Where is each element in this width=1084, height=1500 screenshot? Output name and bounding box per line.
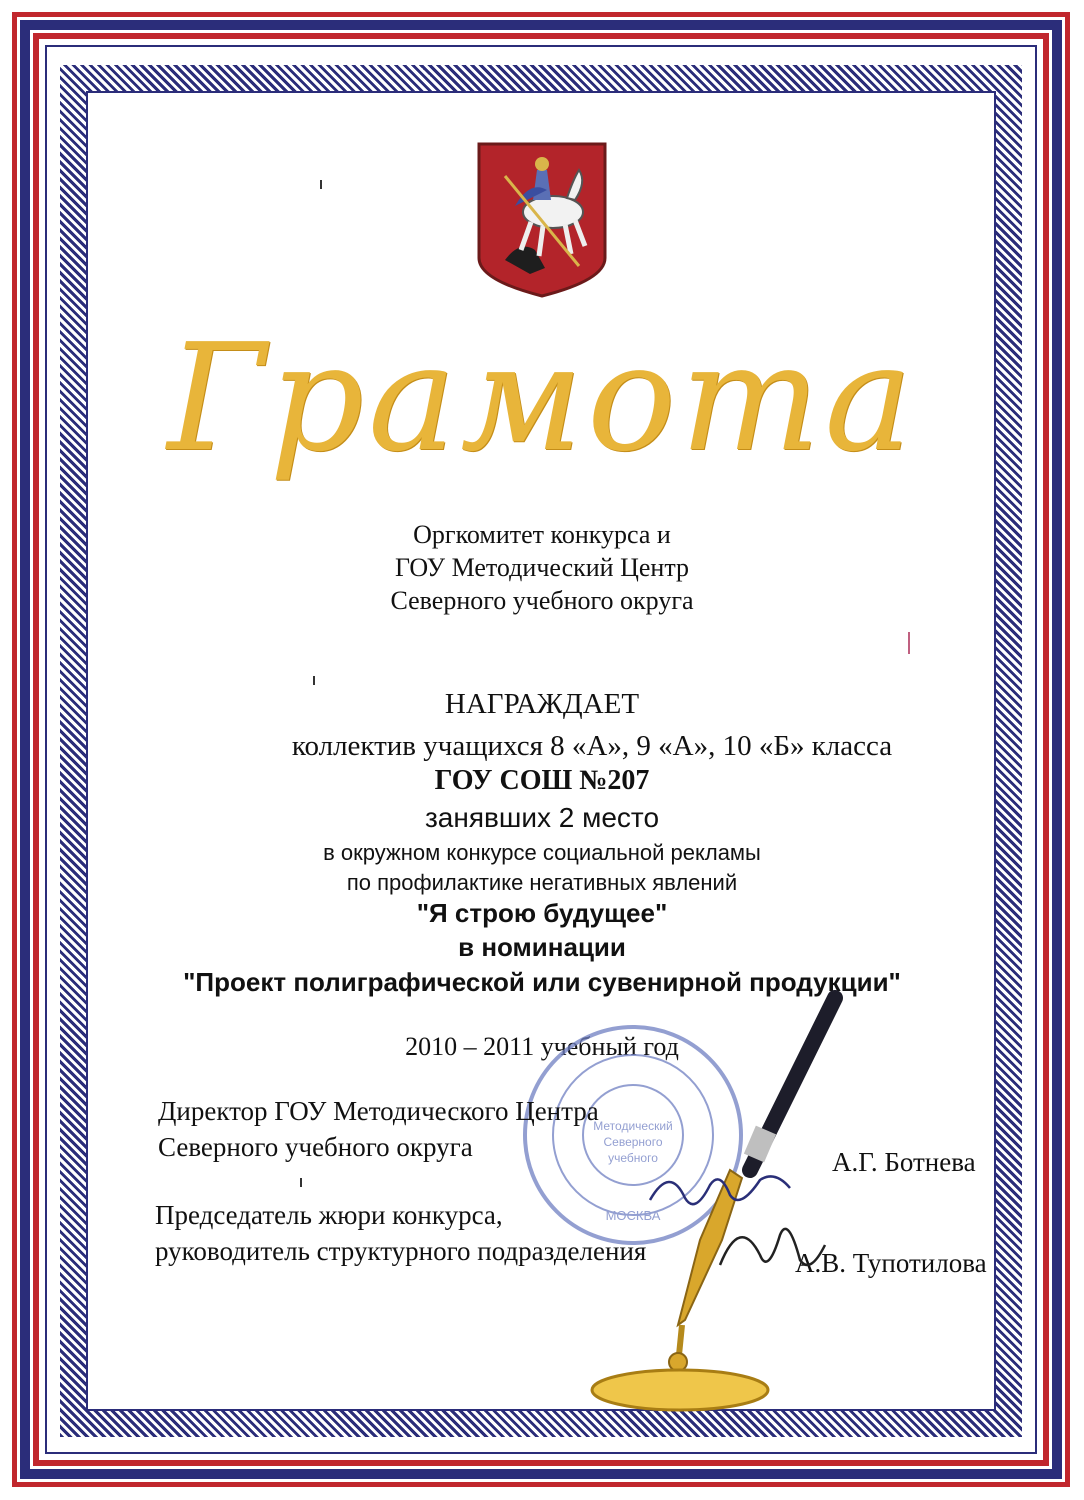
- chair-signature-icon: [710, 1205, 830, 1285]
- award-verb: НАГРАЖДАЕТ: [444, 688, 640, 720]
- issuer-line-3: Северного учебного округа: [390, 586, 694, 615]
- director-title-line-2: Северного учебного округа: [158, 1132, 473, 1162]
- moscow-coat-of-arms-icon: [475, 140, 609, 298]
- scan-speck: [320, 180, 322, 189]
- academic-year: 2010 – 2011 учебный год: [405, 1032, 679, 1061]
- issuer-line-2: ГОУ Методический Центр: [394, 553, 689, 582]
- stamp-text-1: Методический: [593, 1119, 673, 1133]
- stamp-text-3: учебного: [608, 1151, 658, 1165]
- nomination-label: в номинации: [458, 932, 626, 962]
- scan-speck: [313, 676, 315, 685]
- stamp-text-2: Северного: [603, 1135, 663, 1149]
- contest-line-1: в окружном конкурсе социальной рекламы: [323, 840, 761, 865]
- contest-name: "Я строю будущее": [416, 898, 668, 928]
- place: занявших 2 место: [424, 802, 660, 833]
- issuer-line-1: Оргкомитет конкурса и: [413, 520, 671, 549]
- chair-name: А.В. Тупотилова: [795, 1248, 987, 1278]
- director-name: А.Г. Ботнева: [832, 1147, 976, 1177]
- scan-speck: [908, 632, 910, 654]
- recipients: коллектив учащихся 8 «А», 9 «А», 10 «Б» класса: [291, 730, 893, 762]
- stamp-bottom: МОСКВА: [605, 1208, 661, 1223]
- chair-title-line-1: Председатель жюри конкурса,: [155, 1200, 503, 1230]
- school-name: ГОУ СОШ №207: [434, 765, 650, 796]
- director-title-line-1: Директор ГОУ Методического Центра: [158, 1096, 599, 1126]
- chair-title-line-2: руководитель структурного подразделения: [155, 1236, 647, 1266]
- contest-line-2: по профилактике негативных явлений: [346, 870, 738, 895]
- scan-speck: [300, 1178, 302, 1187]
- nomination-name: "Проект полиграфической или сувенирной продукции": [183, 967, 901, 997]
- certificate-title: Грамота: [167, 312, 917, 484]
